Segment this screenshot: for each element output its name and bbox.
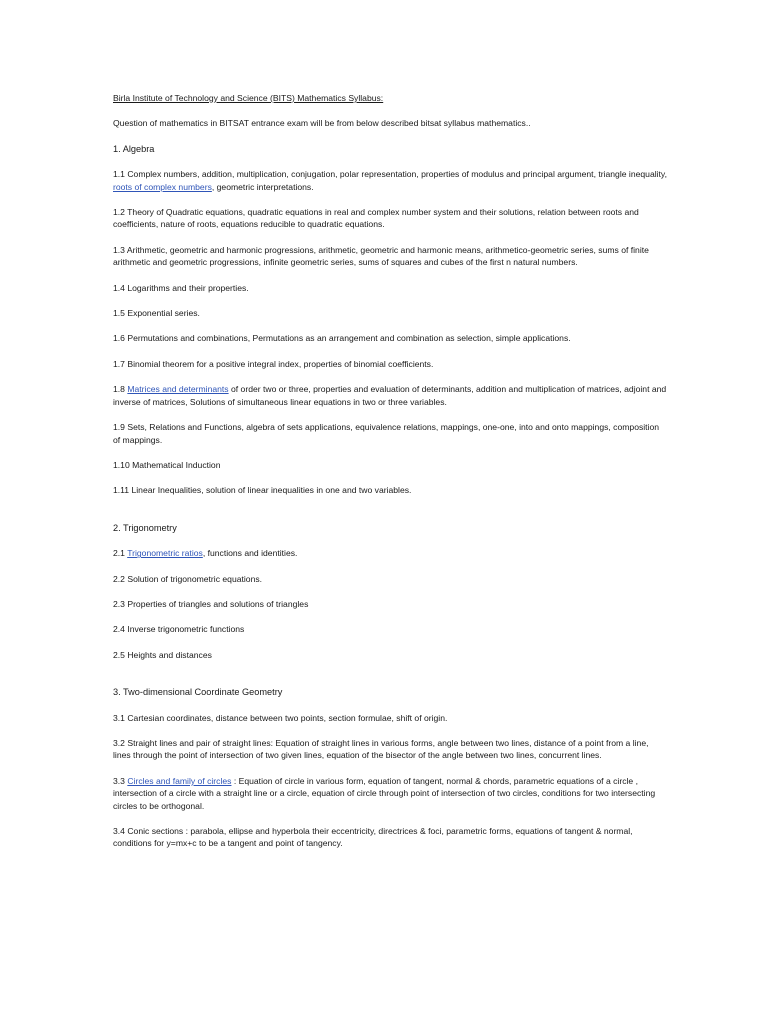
item-text: 1.5 Exponential series. [113, 308, 200, 319]
item-text: 1.10 Mathematical Induction [113, 459, 221, 470]
syllabus-item [113, 383, 668, 408]
syllabus-item [113, 459, 668, 471]
item-text: 2.1 [113, 548, 128, 559]
item-text: 1.11 Linear Inequalities, solution of linear inequalities in one and two variables. [113, 485, 412, 496]
syllabus-item [113, 547, 668, 559]
syllabus-item [113, 358, 668, 370]
topic-link[interactable]: Trigonometric ratios [127, 548, 203, 559]
item-text: 1.7 Binomial theorem for a positive integral index, properties of binomial coefficients. [113, 358, 434, 369]
syllabus-item [113, 573, 668, 585]
item-text: , functions and identities. [202, 548, 298, 559]
syllabus-section [113, 143, 668, 522]
syllabus-item [113, 623, 668, 635]
section-heading: 2. Trigonometry [113, 522, 177, 533]
syllabus-section [113, 522, 668, 686]
intro-paragraph: Question of mathematics in BITSAT entrance exam will be from below described bitsat syllabus mathematics.. [113, 118, 531, 129]
section-heading: 3. Two-dimensional Coordinate Geometry [113, 687, 283, 698]
item-text: 3.2 Straight lines and pair of straight lines: Equation of straight lines in various forms, angle between two lines, distance of a point from a line, lines through the point of intersection of two given lines, equation of the bisector of the angle between two lines, concurrent lines. [113, 737, 649, 761]
page-title: Birla Institute of Technology and Science (BITS) Mathematics Syllabus: [113, 93, 384, 103]
syllabus-item [113, 168, 668, 193]
section-spacer [113, 674, 668, 686]
item-text: 3.4 Conic sections : parabola, ellipse and hyperbola their eccentricity, directrices & foci, parametric forms, equations of tangent & normal, conditions for y=mx+c to be a tangent and point of tangency. [113, 826, 633, 849]
syllabus-item [113, 421, 668, 446]
topic-link[interactable]: roots of complex numbers [113, 181, 212, 192]
item-text: 1.1 Complex numbers, addition, multiplication, conjugation, polar representation, properties of modulus and principal argument, triangle inequality, [113, 169, 667, 180]
item-text: 3.3 [113, 775, 128, 786]
topic-link[interactable]: Matrices and determinants [127, 384, 229, 395]
item-text: 1.4 Logarithms and their properties. [113, 282, 249, 293]
syllabus-item [113, 598, 668, 610]
syllabus-item [113, 484, 668, 496]
item-text: 3.1 Cartesian coordinates, distance between two points, section formulae, shift of origin. [113, 712, 448, 723]
section-spacer [113, 510, 668, 522]
item-text: 1.2 Theory of Quadratic equations, quadratic equations in real and complex number system and their solutions, relation between roots and coefficients, nature of roots, equations reducible to quadratic equations. [113, 207, 639, 230]
item-text: of order two or three, properties and evaluation of determinants, addition and multiplication of matrices, adjoint and inverse of matrices, Solutions of simultaneous linear equations in two or three variables. [113, 384, 667, 407]
syllabus-section [113, 686, 668, 850]
syllabus-sections [113, 143, 668, 850]
item-text: 1.3 Arithmetic, geometric and harmonic progressions, arithmetic, geometric and harmonic means, arithmetico-geometric series, sums of finite arithmetic and geometric progressions, infinite geometric series, sums of squares and cubes of the first n natural numbers. [113, 244, 649, 268]
syllabus-item [113, 206, 668, 231]
syllabus-item [113, 775, 668, 812]
item-text: 1.6 Permutations and combinations, Permutations as an arrangement and combination as selection, simple applications. [113, 333, 571, 344]
syllabus-item [113, 332, 668, 344]
item-text: 1.8 [113, 384, 128, 395]
syllabus-item [113, 649, 668, 661]
topic-link[interactable]: Circles and family of circles [127, 775, 232, 786]
item-text: 1.9 Sets, Relations and Functions, algebra of sets applications, equivalence relations, mappings, one-one, into and onto mappings, composition of mappings. [113, 422, 660, 445]
item-text: 2.5 Heights and distances [113, 649, 212, 660]
syllabus-item [113, 825, 668, 850]
item-text: , geometric interpretations. [211, 181, 314, 192]
item-text: 2.3 Properties of triangles and solutions of triangles [113, 598, 309, 609]
section-heading: 1. Algebra [113, 143, 155, 154]
syllabus-item [113, 244, 668, 269]
item-text: : Equation of circle in various form, equation of tangent, normal & chords, parametric equations of a circle , intersection of a circle with a straight line or a circle, equation of circle through point of intersection of two circles, conditions for two intersecting circles to be orthogonal. [113, 775, 656, 811]
syllabus-item [113, 712, 668, 724]
syllabus-item [113, 737, 668, 762]
syllabus-item [113, 282, 668, 294]
item-text: 2.2 Solution of trigonometric equations. [113, 573, 263, 584]
item-text: 2.4 Inverse trigonometric functions [113, 624, 245, 635]
syllabus-item [113, 307, 668, 319]
